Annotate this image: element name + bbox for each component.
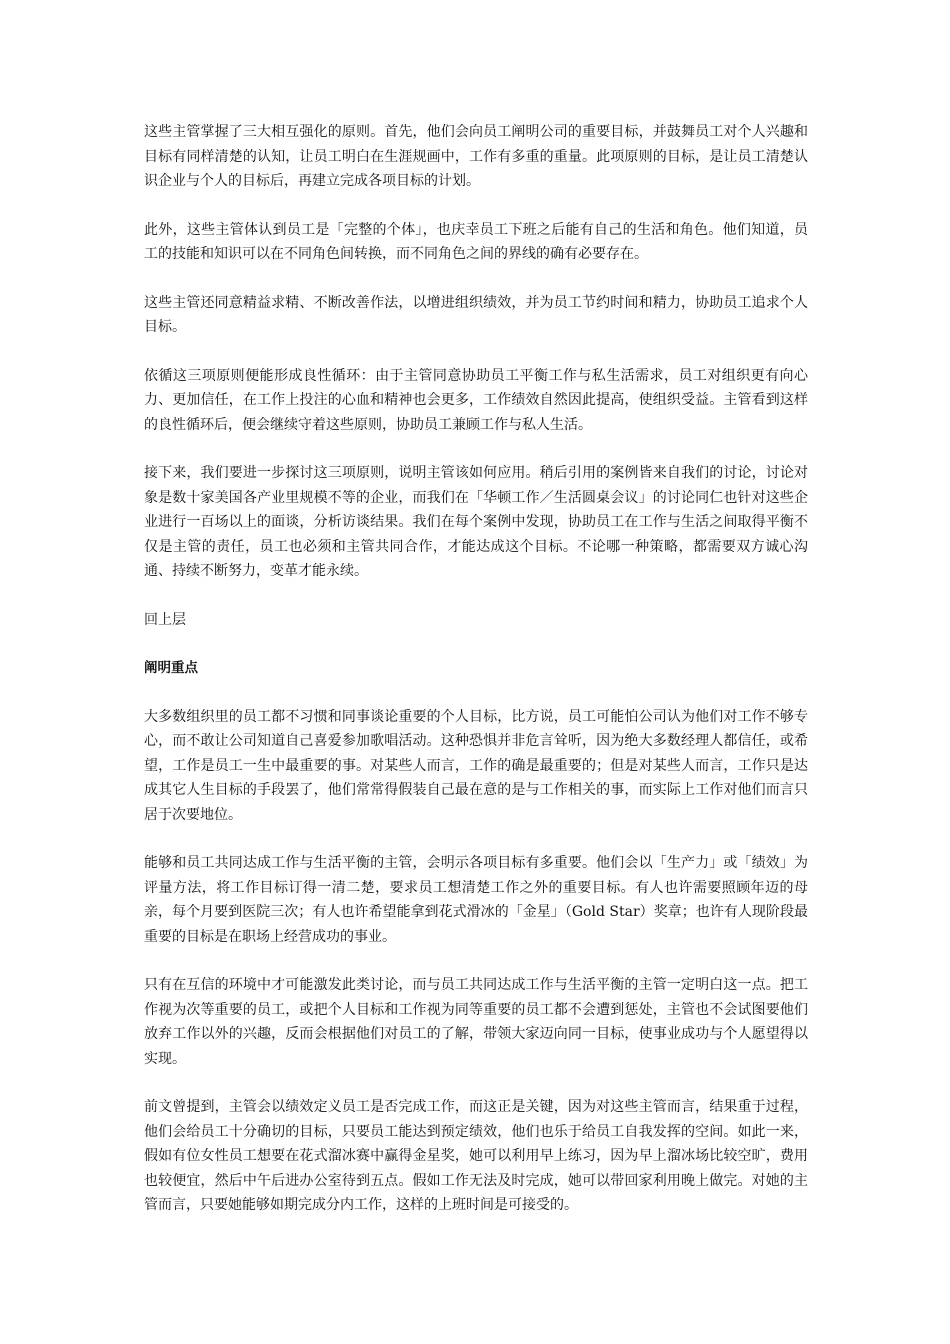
back-to-top-link[interactable]: 回上层 — [144, 611, 186, 628]
paragraph-virtuous-cycle: 依循这三项原则便能形成良性循环：由于主管同意协助员工平衡工作与私生活需求，员工对组织更有向心力、更加信任，在工作上投注的心血和精神也会更多，工作绩效自然因此提高，使组织受益。主管看到这样的良性循环后，便会继续守着这些原则，协助员工兼顾工作与私人生活。 — [144, 367, 808, 433]
paragraph-case-studies: 接下来，我们要进一步探讨这三项原则，说明主管该如何应用。稍后引用的案例皆来自我们的讨论，讨论对象是数十家美国各产业里规模不等的企业，而我们在「华顿工作／生活圆桌会议」的讨论同仁也针对这些企业进行一百场以上的面谈，分析访谈结果。我们在每个案例中发现，协助员工在工作与生活之间取得平衡不仅是主管的责任，员工也必须和主管共同合作，才能达成这个目标。不论哪一种策略，都需要双方诚心沟通、持续不断努力，变革才能永续。 — [144, 465, 808, 579]
paragraph-trust: 只有在互信的环境中才可能激发此类讨论，而与员工共同达成工作与生活平衡的主管一定明白这一点。把工作视为次等重要的员工，或把个人目标和工作视为同等重要的员工都不会遭到惩处，主管也不会试图要他们放弃工作以外的兴趣，反而会根据他们对员工的了解，带领大家迈向同一目标，使事业成功与个人愿望得以实现。 — [144, 977, 808, 1067]
paragraph-results-over-process: 前文曾提到，主管会以绩效定义员工是否完成工作，而这正是关键，因为对这些主管而言，结果重于过程，他们会给员工十分确切的目标，只要员工能达到预定绩效，他们也乐于给员工自我发挥的空间。如此一来，假如有位女性员工想要在花式溜冰赛中赢得金星奖，她可以利用早上练习，因为早上溜冰场比较空旷，费用也较便宜，然后中午后进办公室待到五点。假如工作无法及时完成，她可以带回家利用晚上做完。对她的主管而言，只要她能够如期完成分内工作，这样的上班时间是可接受的。 — [144, 1099, 808, 1213]
paragraph-principles: 这些主管掌握了三大相互强化的原则。首先，他们会向员工阐明公司的重要目标，并鼓舞员工对个人兴趣和目标有同样清楚的认知，让员工明白在生涯规画中，工作有多重的重量。此项原则的目标，是让员工清楚认识企业与个人的目标后，再建立完成各项目标的计划。 — [144, 124, 808, 189]
section-heading: 阐明重点 — [144, 660, 198, 676]
article-body — [144, 120, 808, 1242]
paragraph-improvement: 这些主管还同意精益求精、不断改善作法，以增进组织绩效，并为员工节约时间和精力，协助员工追求个人目标。 — [144, 294, 808, 335]
paragraph-whole-person: 此外，这些主管体认到员工是「完整的个体」，也庆幸员工下班之后能有自己的生活和角色。他们知道，员工的技能和知识可以在不同角色间转换，而不同角色之间的界线的确有必要存在。 — [144, 221, 808, 262]
paragraph-personal-goals: 大多数组织里的员工都不习惯和同事谈论重要的个人目标，比方说，员工可能怕公司认为他们对工作不够专心，而不敢让公司知道自己喜爱参加歌唱活动。这种恐惧并非危言耸听，因为绝大多数经理人都信任，或希望，工作是员工一生中最重要的事。对某些人而言，工作的确是最重要的；但是对某些人而言，工作只是达成其它人生目标的手段罢了，他们常常得假装自己最在意的是与工作相关的事，而实际上工作对他们而言只居于次要地位。 — [144, 708, 808, 823]
paragraph-explicit-goals: 能够和员工共同达成工作与生活平衡的主管，会明示各项目标有多重要。他们会以「生产力」或「绩效」为评量方法，将工作目标订得一清二楚，要求员工想清楚工作之外的重要目标。有人也许需要照顾年迈的母亲，每个月要到医院三次；有人也许希望能拿到花式滑冰的「金星」（Gold Star）奖章；也许有人现阶段最重要的目标是在职场上经营成功的事业。 — [144, 855, 808, 945]
